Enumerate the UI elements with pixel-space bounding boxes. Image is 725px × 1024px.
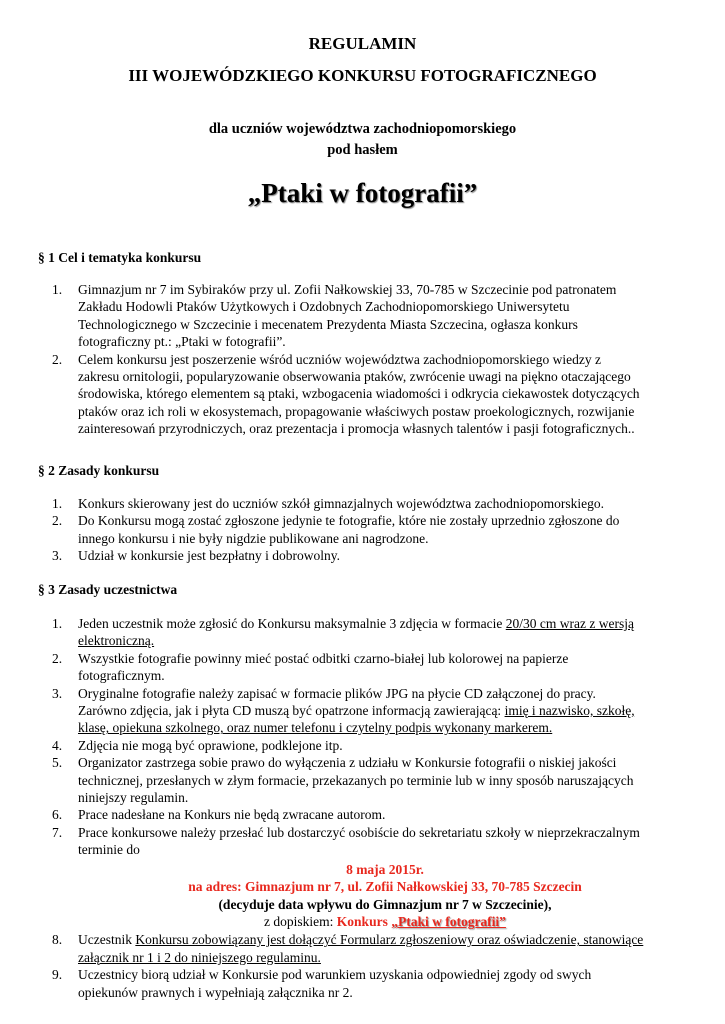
doc-title-contest: III WOJEWÓDZKIEGO KONKURSU FOTOGRAFICZNEGO <box>128 66 597 85</box>
line: Prace nadesłane na Konkurs nie będą zwracane autorom. <box>78 807 386 823</box>
line: Udział w konkursie jest bezpłatny i dobrowolny. <box>78 548 340 564</box>
underlined-text: 20/30 cm wraz z wersją <box>505 616 634 631</box>
line: Gimnazjum nr 7 im Sybiraków przy ul. Zofii Nałkowskiej 33, 70-785 w Szczecinie pod patronatem <box>78 282 617 297</box>
list-item <box>52 615 692 650</box>
item-number: 6. <box>52 807 63 823</box>
line: Prace konkursowe należy przesłać lub dostarczyć osobiście do sekretariatu szkoły w nieprzekraczalnym <box>78 824 640 840</box>
item-number: 3. <box>52 548 63 564</box>
list-item <box>52 966 692 1001</box>
item-number: 4. <box>52 737 63 753</box>
item-number: 7. <box>52 824 63 840</box>
item-number: 9. <box>52 967 63 983</box>
item-number: 1. <box>52 496 63 511</box>
deadline-date: 8 maja 2015r. <box>346 861 424 877</box>
line: niniejszy regulamin. <box>78 790 189 806</box>
line: Wszystkie fotografie powinny mieć postać odbitki czarno-białej lub kolorowej na papierze <box>78 650 569 666</box>
list-item <box>52 806 692 823</box>
text: Zarówno zdjęcia, jak i płyta CD muszą być opatrzone informacją zawierającą: <box>78 703 505 719</box>
submission-label <box>52 913 692 930</box>
line: Organizator zastrzega sobie prawo do wyłączenia z udziału w Konkursie fotografii o niskiej jakości <box>78 755 617 771</box>
underlined-text: elektroniczną. <box>78 633 155 649</box>
item-number: 3. <box>52 685 63 701</box>
list-item <box>52 931 692 966</box>
contest-motto: „Ptaki w fotografii” <box>247 178 478 208</box>
list-item <box>52 737 692 754</box>
line: Uczestnicy biorą udział w Konkursie pod warunkiem uzyskania odpowiedniej zgody od swych <box>78 967 592 983</box>
list-item <box>52 754 692 806</box>
doc-subtitle-motto-intro: pod hasłem <box>327 142 398 158</box>
line: zakresu ornitologii, popularyzowanie obserwowania ptaków, zwrócenie uwagi na piękno otaczającego <box>78 369 631 385</box>
list-item <box>52 351 692 438</box>
underlined-text: imię i nazwisko, szkołę, <box>504 703 635 719</box>
line: Zdjęcia nie mogą być oprawione, podklejone itp. <box>78 737 343 753</box>
line: środowiska, którego elementem są ptaki, wzbogacenia wiadomości i odkrycia ciekawostek dotyczących <box>78 386 640 402</box>
line: Oryginalne fotografie należy zapisać w formacie plików JPG na płycie CD załączonej do pracy. <box>78 685 596 701</box>
list-item <box>52 512 692 547</box>
text: Uczestnik <box>78 932 136 948</box>
list-item <box>52 824 692 859</box>
section-3-heading: § 3 Zasady uczestnictwa <box>38 582 178 597</box>
line: ptaków oraz ich roli w ekosystemach, propagowanie właściwych postaw proekologicznych, rozwijanie <box>78 403 635 419</box>
line: fotograficznym. <box>78 668 165 684</box>
list-item <box>52 547 692 564</box>
item-number: 5. <box>52 755 63 771</box>
line: Zakładu Hodowli Ptaków Użytkowych i Ozdobnych Zachodniopomorskiego Uniwersytetu <box>78 299 570 315</box>
item-number: 2. <box>52 351 63 367</box>
section-2-list <box>52 495 692 565</box>
line: Do Konkursu mogą zostać zgłoszone jedynie te fotografie, które nie zostały uprzednio zgłoszone do <box>78 513 620 529</box>
list-item <box>52 281 692 351</box>
text: z dopiskiem: <box>264 913 337 929</box>
item-number: 8. <box>52 932 63 948</box>
line: Celem konkursu jest poszerzenie wśród uczniów województwa zachodniopomorskiego wiedzy z <box>78 351 601 367</box>
section-2-heading: § 2 Zasady konkursu <box>38 463 160 478</box>
line: fotograficzny pt.: „Ptaki w fotografii”. <box>78 334 286 350</box>
item-number: 2. <box>52 513 63 529</box>
line: Technologicznego w Szczecinie i mecenatem Prezydenta Miasta Szczecina, ogłasza konkurs <box>78 316 578 332</box>
text: Jeden uczestnik może zgłosić do Konkursu maksymalnie 3 zdjęcia w formacie <box>78 616 506 631</box>
line: technicznej, przesłanych w złym formacie, przekazanych po terminie lub w inny sposób naruszających <box>78 772 634 788</box>
section-1-list <box>52 281 692 438</box>
item-number: 1. <box>52 282 63 297</box>
line: innego konkursu i nie były nigdzie publikowane ani nagrodzone. <box>78 530 429 546</box>
line: terminie do <box>78 842 140 858</box>
submission-note: (decyduje data wpływu do Gimnazjum nr 7 w Szczecinie), <box>218 896 552 912</box>
doc-subtitle: dla uczniów województwa zachodniopomorskiego <box>208 121 517 137</box>
item-number: 1. <box>52 616 63 631</box>
underlined-text: klasę, opiekuna szkolnego, oraz numer telefonu i czytelny podpis wykonany markerem. <box>78 720 553 736</box>
submission-address: na adres: Gimnazjum nr 7, ul. Zofii Nałkowskiej 33, 70-785 Szczecin <box>188 879 582 895</box>
item-number: 2. <box>52 650 63 666</box>
section-3-list <box>52 615 692 1001</box>
line: opiekunów prawnych i wypełniają załącznika nr 2. <box>78 984 353 1000</box>
list-item <box>52 650 692 685</box>
section-1-heading: § 1 Cel i tematyka konkursu <box>38 250 202 265</box>
label-motto: „Ptaki w fotografii” <box>391 913 506 929</box>
underlined-text: załącznik nr 1 i 2 do niniejszego regulaminu. <box>78 949 321 965</box>
label-text: Konkurs <box>336 913 392 929</box>
line: Konkurs skierowany jest do uczniów szkół gimnazjalnych województwa zachodniopomorskiego. <box>78 496 604 511</box>
list-item <box>52 495 692 512</box>
doc-title: REGULAMIN <box>308 34 417 53</box>
list-item <box>52 685 692 737</box>
line: zainteresowań przyrodniczych, oraz prezentacja i promocja własnych talentów i pasji fotograficznych.. <box>78 421 635 437</box>
underlined-text: Konkursu zobowiązany jest dołączyć Formularz zgłoszeniowy oraz oświadczenie, stanowiące <box>135 932 644 948</box>
